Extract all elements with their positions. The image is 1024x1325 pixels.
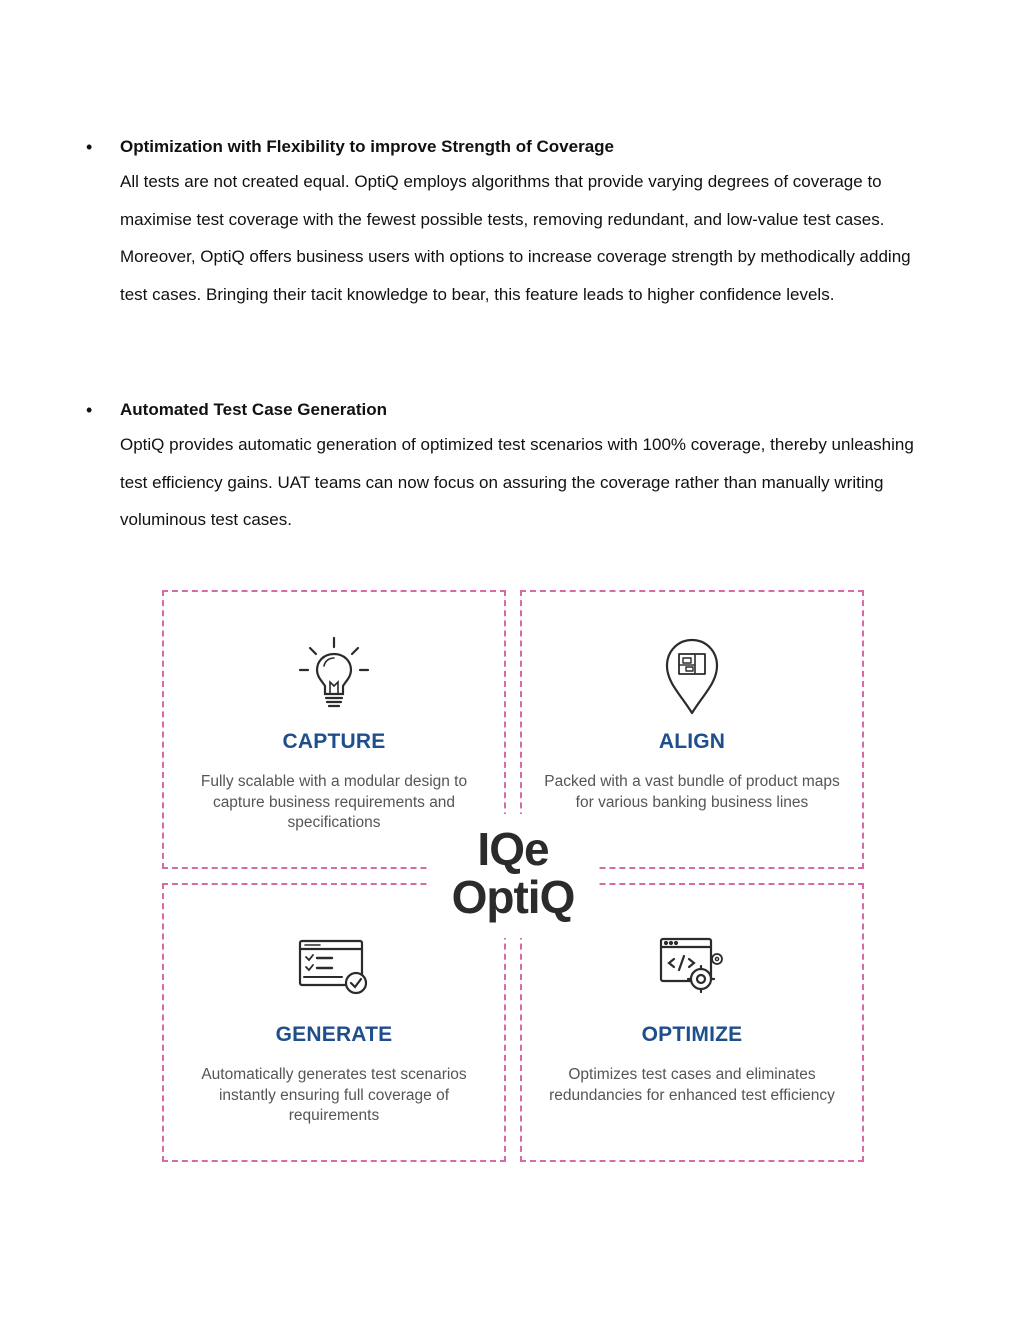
panel-title: CAPTURE (282, 730, 386, 753)
checklist-window-icon (298, 937, 370, 1000)
panel-title: GENERATE (275, 1023, 393, 1046)
panel-description: Fully scalable with a modular design to capture business requirements and specifications (200, 773, 468, 831)
panel-description: Optimizes test cases and eliminates redundancies for enhanced test efficiency (549, 1066, 835, 1104)
code-window-gear-icon (659, 937, 725, 1002)
section-heading: Optimization with Flexibility to improve Strength of Coverage (120, 137, 614, 156)
logo-line-iqe: IQe (477, 823, 549, 875)
lightbulb-icon (296, 636, 372, 721)
panel-title: OPTIMIZE (641, 1023, 743, 1046)
optiq-infographic (150, 578, 874, 1174)
bullet-icon: • (86, 400, 93, 420)
section-body: OptiQ provides automatic generation of optimized test scenarios with 100% coverage, thereby unleashing test efficiency gains. UAT teams can now focus on assuring the coverage rather than manually writing voluminous test cases. (120, 435, 914, 529)
map-pin-icon (662, 636, 722, 721)
panel-title: ALIGN (658, 730, 726, 753)
optiq-logo (427, 814, 599, 938)
section-heading: Automated Test Case Generation (120, 400, 388, 419)
logo-line-optiq: OptiQ (451, 871, 575, 923)
panel-description: Automatically generates test scenarios instantly ensuring full coverage of requirements (201, 1066, 467, 1124)
panel-description: Packed with a vast bundle of product maps for various banking business lines (544, 773, 840, 811)
bullet-icon: • (86, 137, 93, 157)
section-body: All tests are not created equal. OptiQ employs algorithms that provide varying degrees of coverage to maximise test coverage with the fewest possible tests, removing redundant, and low-value test cases. Moreover, OptiQ offers business users with options to increase coverage strength by methodically adding test cases. Bringing their tacit knowledge to bear, this feature leads to higher confidence levels. (120, 172, 911, 304)
